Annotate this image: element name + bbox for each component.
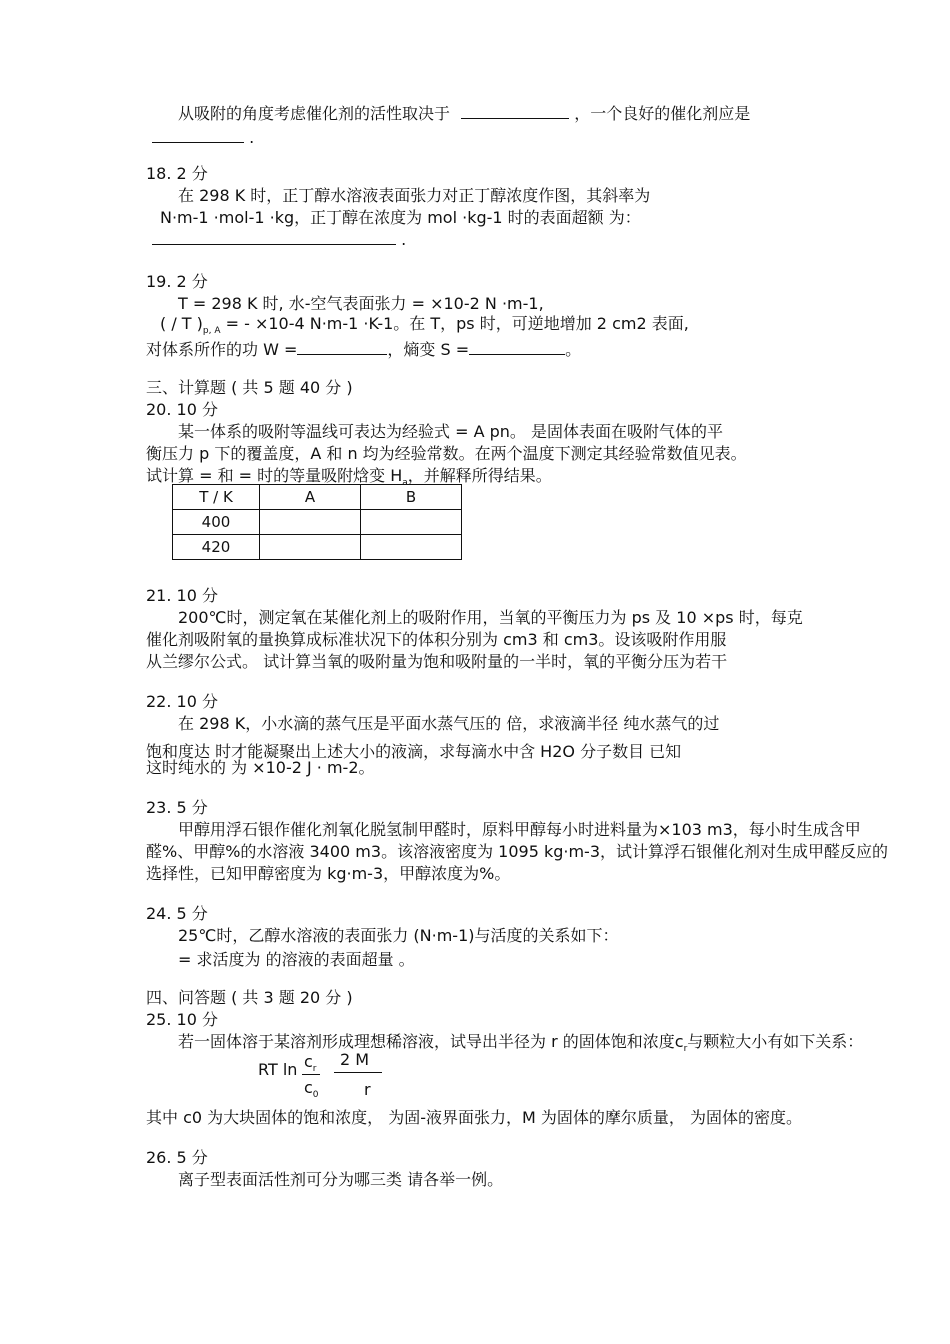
- q18-line1: 在 298 K 时，正丁醇水溶液表面张力对正丁醇浓度作图，其斜率为: [178, 186, 651, 205]
- q20-header: 20. 10 分: [146, 400, 218, 419]
- q21-line2: 催化剂吸附氧的量换算成标准状况下的体积分别为 cm3 和 cm3。设该吸附作用服: [146, 630, 727, 649]
- q17-blank-1[interactable]: [461, 118, 569, 119]
- q22-line3: 这时纯水的 为 ×10-2 J · m-2。: [146, 758, 375, 777]
- q25-line1-tail: 与颗粒大小有如下关系：: [687, 1032, 864, 1051]
- q18-blank[interactable]: [152, 244, 396, 245]
- q25-line1: [178, 1032, 863, 1059]
- q19-entropy-label: ，熵变 S =: [387, 340, 470, 359]
- q23-line1: 甲醇用浮石银作催化剂氧化脱氢制甲醛时，原料甲醇每小时进料量为×103 m3，每小时生成含甲: [178, 820, 861, 839]
- q19-line2-text: = - ×10-4 N·m-1 ·K-1。在 T，ps 时，可逆地增加 2 cm2 表面,: [225, 314, 689, 333]
- q26-header: 26. 5 分: [146, 1148, 208, 1167]
- q23-line3: 选择性，已知甲醇密度为 kg·m-3，甲醇浓度为%。: [146, 864, 511, 883]
- q19-work-blank[interactable]: [297, 354, 387, 355]
- q19-header: 19. 2 分: [146, 272, 208, 291]
- formula-bar-left: [302, 1074, 320, 1075]
- q25-line1-text: 若一固体溶于某溶剂形成理想稀溶液，试导出半径为 r 的固体饱和浓度c: [178, 1032, 684, 1051]
- q22-line1: 在 298 K，小水滴的蒸气压是平面水蒸气压的 倍，求液滴半径 纯水蒸气的过: [178, 714, 720, 733]
- q19-line3: [146, 340, 581, 360]
- section-4-title: 四、问答题 ( 共 3 题 20 分 ): [146, 988, 353, 1007]
- q19-end: 。: [565, 340, 582, 359]
- q23-header: 23. 5 分: [146, 798, 208, 817]
- q24-line1: 25℃时，乙醇水溶液的表面张力 (N·m-1)与活度的关系如下：: [178, 926, 619, 945]
- q23-line2: 醛%、甲醇%的水溶液 3400 m3。该溶液密度为 1095 kg·m-3，试计算浮石银催化剂对生成甲醛反应的: [146, 842, 889, 861]
- q22-header: 22. 10 分: [146, 692, 218, 711]
- q17-end: .: [249, 128, 255, 147]
- q24-header: 24. 5 分: [146, 904, 208, 923]
- q18-end: .: [401, 230, 407, 249]
- q21-header: 21. 10 分: [146, 586, 218, 605]
- formula-rnum: 2 M: [340, 1050, 370, 1069]
- q19-line1: T = 298 K 时, 水-空气表面张力 = ×10-2 N ·m-1,: [178, 294, 544, 313]
- table-header-cell: B: [361, 485, 462, 510]
- q18-line3: [152, 230, 406, 250]
- q24-line2: = 求活度为 的溶液的表面超量 。: [178, 950, 415, 969]
- q17-text: 从吸附的角度考虑催化剂的活性取决于: [178, 104, 451, 123]
- q22-line2: 饱和度达 时才能凝聚出上述大小的液滴，求每滴水中含 H2O 分子数目 已知: [146, 742, 682, 761]
- q20-line3-text: 试计算 = 和 = 时的等量吸附焓变 H: [146, 466, 403, 485]
- q18-line2: N·m-1 ·mol-1 ·kg，正丁醇在浓度为 mol ·kg-1 时的表面超额 为：: [160, 208, 641, 227]
- q20-line1: 某一体系的吸附等温线可表达为经验式 = A pn。 是固体表面在吸附气体的平: [178, 422, 723, 441]
- table-header-row: [173, 485, 462, 510]
- q17-blank-2[interactable]: [152, 142, 244, 143]
- formula-lhs: RT ln: [258, 1060, 298, 1079]
- q25-line2: 其中 c0 为大块固体的饱和浓度， 为固-液界面张力，M 为固体的摩尔质量， 为固体的密度。: [146, 1108, 802, 1127]
- table-cell: 420: [173, 535, 260, 560]
- q19-derivative: ( / T ): [160, 314, 203, 333]
- table-header-cell: A: [260, 485, 361, 510]
- q21-line1: 200℃时，测定氧在某催化剂上的吸附作用，当氧的平衡压力为 ps 及 10 ×ps 时，每克: [178, 608, 803, 627]
- formula-den: $c_0$: [304, 1078, 319, 1101]
- q20-line3: 试计算 = 和 = 时的等量吸附焓变 $H_a$，并解释所得结果。: [146, 466, 552, 489]
- q20-table: [172, 484, 462, 560]
- section-3-title: 三、计算题 ( 共 5 题 40 分 ): [146, 378, 353, 397]
- q19-line2: [160, 314, 689, 341]
- q17-line2: [152, 128, 254, 148]
- table-cell: [361, 535, 462, 560]
- q25-header: 25. 10 分: [146, 1010, 218, 1029]
- q17-line1: [178, 104, 750, 124]
- q20-line2: 衡压力 p 下的覆盖度，A 和 n 均为经验常数。在两个温度下测定其经验常数值见表。: [146, 444, 747, 463]
- table-header-cell: T / K: [173, 485, 260, 510]
- formula-rden: r: [364, 1080, 371, 1099]
- q21-line3: 从兰缪尔公式。 试计算当氧的吸附量为饱和吸附量的一半时，氧的平衡分压为若干: [146, 652, 728, 671]
- q20-line3-tail: ，并解释所得结果。: [407, 466, 552, 485]
- q17-text-b: ，一个良好的催化剂应是: [574, 104, 751, 123]
- table-cell: [260, 535, 361, 560]
- q25-line1-sub: r: [683, 1044, 688, 1055]
- q19-derivative-sub: p, A: [202, 326, 221, 337]
- formula-num: $c_r$: [304, 1052, 317, 1075]
- table-row: [173, 535, 462, 560]
- table-row: [173, 510, 462, 535]
- q19-entropy-blank[interactable]: [469, 354, 565, 355]
- q18-header: 18. 2 分: [146, 164, 208, 183]
- q19-work-label: 对体系所作的功 W =: [146, 340, 298, 359]
- table-cell: [361, 510, 462, 535]
- table-cell: 400: [173, 510, 260, 535]
- table-cell: [260, 510, 361, 535]
- formula-bar-right: [334, 1072, 382, 1073]
- q26-line1: 离子型表面活性剂可分为哪三类 请各举一例。: [178, 1170, 504, 1189]
